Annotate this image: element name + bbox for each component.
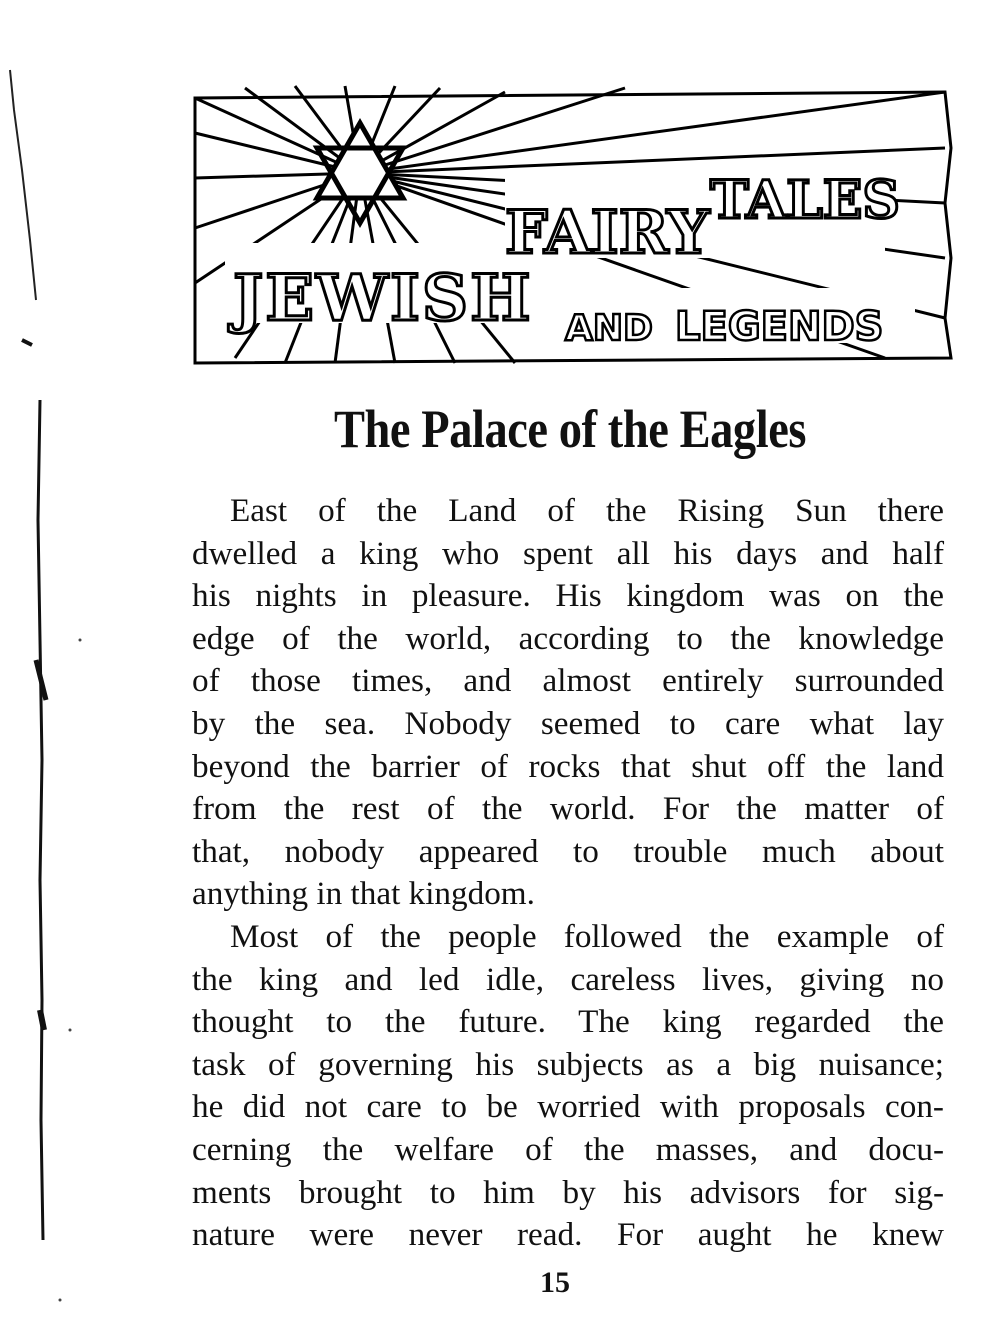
text-line: by the sea. Nobody seemed to care what lay — [192, 704, 944, 742]
page-number: 15 — [540, 1266, 570, 1299]
text-line: that, nobody appeared to trouble much about — [192, 832, 944, 870]
header-banner — [185, 78, 955, 370]
text-line: task of governing his subjects as a big nuisance; — [192, 1045, 944, 1083]
banner-word-and: AND — [565, 308, 653, 349]
banner-word-tales: TALES — [710, 170, 900, 231]
text-line: he did not care to be worried with proposals con- — [192, 1088, 944, 1126]
text-line: nature were never read. For aught he knew — [192, 1216, 944, 1254]
banner-word-fairy: FAIRY — [505, 198, 710, 268]
scan-gutter — [0, 0, 90, 1342]
chapter-title: The Palace of the Eagles — [333, 399, 807, 459]
text-line: of those times, and almost entirely surrounded — [192, 662, 944, 700]
text-line: dwelled a king who spent all his days and half — [192, 534, 944, 572]
text-line: edge of the world, according to the knowledge — [192, 619, 944, 657]
banner-word-legends: LEGENDS — [675, 304, 884, 350]
text-line: ments brought to him by his advisors for sig- — [192, 1173, 944, 1211]
text-line: his nights in pleasure. His kingdom was on the — [192, 577, 944, 615]
banner-word-jewish: JEWISH — [233, 261, 533, 336]
text-line: thought to the future. The king regarded the — [192, 1003, 944, 1041]
text-line: East of the Land of the Rising Sun there — [230, 492, 944, 529]
text-line: cerning the welfare of the masses, and docu- — [192, 1130, 944, 1168]
body-text — [192, 490, 944, 1257]
text-line: from the rest of the world. For the matter of — [192, 790, 944, 828]
text-line: beyond the barrier of rocks that shut off the land — [192, 747, 944, 785]
text-line: the king and led idle, careless lives, giving no — [192, 960, 944, 998]
text-line: anything in that kingdom. — [192, 875, 535, 913]
text-line: Most of the people followed the example of — [230, 917, 944, 955]
